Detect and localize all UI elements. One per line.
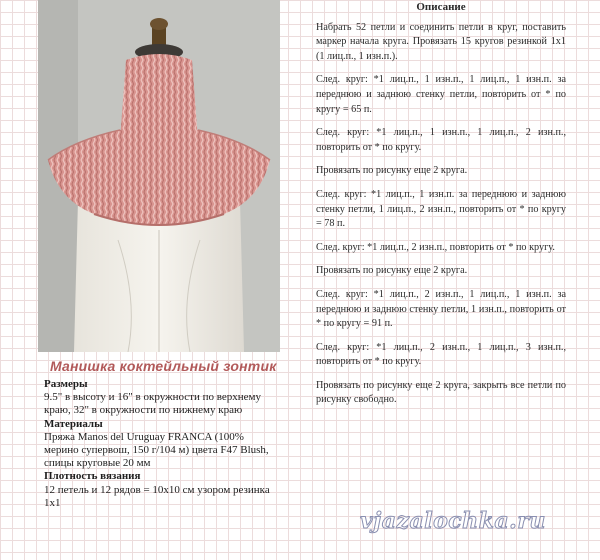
pattern-details (44, 378, 280, 510)
description-paragraph: След. круг: *1 лиц.п., 2 изн.п., 1 лиц.п., 1 изн.п. за переднюю и заднюю стенку петли, 1 изн.п., повторить от * по кругу = 91 п. (316, 288, 566, 330)
mannequin-with-cowl-illustration (38, 0, 280, 352)
materials-text: Пряжа Manos del Uruguay FRANCA (100% мерино супервош, 150 г/104 м) цвета F47 Blush, спицы круговые 20 мм (44, 430, 269, 470)
gauge-text: 12 петель и 12 рядов = 10х10 см узором резинка 1х1 (44, 483, 270, 509)
product-photo (38, 0, 280, 352)
description-paragraph: След. круг: *1 лиц.п., 2 изн.п., повторить от * по кругу. (316, 241, 555, 253)
gauge-heading: Плотность вязания (44, 470, 141, 483)
description-paragraph: Набрать 52 петли и соединить петли в круг, поставить маркер начала круга. Провязать 15 кругов резинкой 1х1 (1 лиц.п., 1 изн.п.). (316, 21, 566, 62)
description-heading: Описание (416, 1, 466, 13)
pattern-title: Манишка коктейльный зонтик (50, 358, 277, 374)
description-paragraph: Провязать по рисунку еще 2 круга. (316, 265, 468, 277)
sizes-text: 9.5" в высоту и 16" в окружности по верхнему краю, 32" в окружности по нижнему краю (44, 391, 262, 417)
description-paragraph: След. круг: *1 лиц.п., 2 изн.п., 1 лиц.п., 3 изн.п., повторить от * по кругу. (316, 341, 566, 368)
description-paragraph: След. круг: *1 лиц.п., 1 изн.п. за переднюю и заднюю стенку петли, 1 лиц.п., 2 изн.п., повторить от * по кругу = 78 п. (316, 188, 566, 230)
materials-heading: Материалы (44, 417, 103, 430)
sizes-heading: Размеры (44, 378, 88, 390)
description-paragraph: След. круг: *1 лиц.п., 1 изн.п., 1 лиц.п., 2 изн.п., повторить от * по кругу. (316, 127, 566, 153)
description-column (316, 0, 566, 417)
site-watermark: vjazalochka.ru (360, 508, 546, 534)
cowl-neck (120, 54, 198, 140)
description-paragraph: Провязать по рисунку еще 2 круга, закрыть все петли по рисунку свободно. (316, 379, 566, 406)
description-paragraph: След. круг: *1 лиц.п., 1 изн.п., 1 лиц.п., 1 изн.п. за переднюю и заднюю стенку петли, повторить от * по кругу = 65 п. (316, 74, 566, 115)
description-paragraph: Провязать по рисунку еще 2 круга. (316, 165, 468, 177)
